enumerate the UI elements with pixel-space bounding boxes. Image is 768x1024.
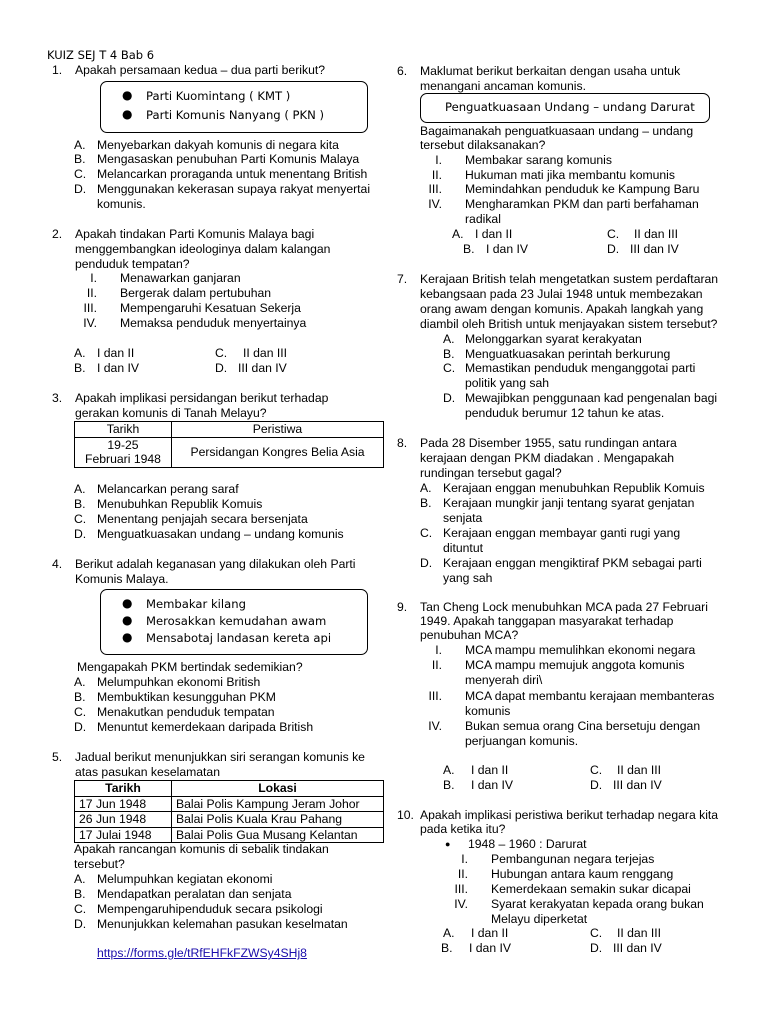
option-letter: C. xyxy=(607,227,620,241)
question-5-prompt: Apakah rancangan komunis di sebalik tindakan xyxy=(74,842,329,856)
option-text: II dan III xyxy=(617,763,662,777)
option-d-continued: komunis. xyxy=(97,197,146,211)
option-letter: C. xyxy=(74,902,87,916)
roman-numeral: II. xyxy=(86,286,97,300)
option-letter: A. xyxy=(74,675,86,689)
box-item: Parti Kuomintang ( KMT ) xyxy=(146,89,291,103)
option-letter: B. xyxy=(74,690,86,704)
question-number: 8. xyxy=(397,436,408,450)
option-letter: D. xyxy=(590,778,603,792)
option-letter: A. xyxy=(74,138,86,152)
statement-text: MCA dapat membantu kerajaan membanteras xyxy=(465,689,715,703)
roman-numeral: III. xyxy=(454,882,468,896)
option-letter: D. xyxy=(74,720,87,734)
option-letter: A. xyxy=(74,346,86,360)
option-letter: B. xyxy=(74,497,86,511)
option-letter: A. xyxy=(443,332,455,346)
table-cell: 17 Julai 1948 xyxy=(75,827,172,843)
statement-text-continued: perjuangan komunis. xyxy=(465,734,579,748)
emergency-law-box xyxy=(420,93,710,123)
question-5-prompt: tersebut? xyxy=(74,857,125,871)
question-text: Kerajaan British telah mengetatkan sustem perdaftaran xyxy=(420,272,719,286)
roman-numeral: I. xyxy=(90,271,97,285)
option-text: Mengasaskan penubuhan Parti Komunis Malaya xyxy=(97,152,360,166)
option-letter: A. xyxy=(443,763,455,777)
table-header: Tarikh xyxy=(75,781,172,797)
option-letter: C. xyxy=(74,512,87,526)
option-letter: D. xyxy=(607,242,620,256)
roman-numeral: III. xyxy=(83,301,97,315)
question-number: 7. xyxy=(397,272,408,286)
date-line: Februari 1948 xyxy=(85,452,161,467)
option-letter: D. xyxy=(74,917,87,931)
statement-text: Hukuman mati jika membantu komunis xyxy=(465,168,675,182)
question-number: 4. xyxy=(52,557,63,571)
option-text: Menyebarkan dakyah komunis di negara kita xyxy=(97,138,339,152)
option-letter: D. xyxy=(443,391,456,405)
option-letter: D. xyxy=(74,182,87,196)
statement-text: Bukan semua orang Cina bersetuju dengan xyxy=(465,719,701,733)
question-text: penduduk tempatan? xyxy=(75,257,190,271)
option-text: Mewajibkan penggunaan kad pengenalan bagi xyxy=(465,391,718,405)
option-text: I dan IV xyxy=(471,778,514,792)
option-text: Menuntut kemerdekaan daripada British xyxy=(97,720,314,734)
table-cell: 26 Jun 1948 xyxy=(75,812,172,828)
statement-text: Mempengaruhi Kesatuan Sekerja xyxy=(120,301,301,315)
option-text: I dan IV xyxy=(486,242,529,256)
option-letter: C. xyxy=(215,346,228,360)
option-text: Membuktikan kesungguhan PKM xyxy=(97,690,276,704)
option-text: III dan IV xyxy=(238,361,287,375)
roman-numeral: II. xyxy=(457,867,468,881)
statement-text-continued: menyerah diri\ xyxy=(465,673,543,687)
question-text: menggembangkan ideologinya dalam kalangan xyxy=(75,242,331,256)
question-number: 1. xyxy=(52,63,63,77)
option-text: Menggunakan kekerasan supaya rakyat menyertai xyxy=(97,182,371,196)
question-text: menangani ancaman komunis. xyxy=(420,79,586,93)
option-text: Menubuhkan Republik Komuis xyxy=(97,497,263,511)
question-text: Apakah implikasi peristiwa berikut terhadap negara kita xyxy=(420,808,719,822)
option-letter: C. xyxy=(443,361,456,375)
roman-numeral: IV. xyxy=(428,197,442,211)
option-text-continued: senjata xyxy=(443,511,483,525)
option-text: Menguatkuasakan undang – undang komunis xyxy=(97,527,344,541)
statement-text: MCA mampu memujuk anggota komunis xyxy=(465,658,685,672)
option-text: Menguatkuasakan perintah berkurung xyxy=(465,347,671,361)
option-letter: B. xyxy=(463,242,475,256)
option-text: I dan IV xyxy=(469,941,512,955)
question-text: Apakah persamaan kedua – dua parti berikut? xyxy=(75,63,326,77)
option-letter: B. xyxy=(74,152,86,166)
option-letter: A. xyxy=(420,481,432,495)
option-letter: D. xyxy=(420,556,433,570)
table-header: Peristiwa xyxy=(172,422,384,438)
option-text: II dan III xyxy=(634,227,679,241)
table-cell-date xyxy=(75,437,172,467)
question-number: 9. xyxy=(397,600,408,614)
question-text: Apakah tindakan Parti Komunis Malaya bagi xyxy=(75,227,315,241)
option-text: Menentang penjajah secara bersenjata xyxy=(97,512,308,526)
quiz-form-link[interactable]: https://forms.gle/tRfEHFkFZWSy4SHj8 xyxy=(97,946,307,960)
roman-numeral: II. xyxy=(431,168,442,182)
option-letter: B. xyxy=(441,941,453,955)
date-line: 19-25 xyxy=(107,437,139,452)
parties-box xyxy=(100,81,368,133)
table-row xyxy=(75,812,384,828)
option-letter: C. xyxy=(590,763,603,777)
quiz-title: KUIZ SEJ T 4 Bab 6 xyxy=(47,48,155,62)
option-letter: C. xyxy=(420,526,433,540)
option-letter: B. xyxy=(443,347,455,361)
bullet-icon: ● xyxy=(122,630,133,644)
question-text: Pada 28 Disember 1955, satu rundingan antara xyxy=(420,436,677,450)
option-letter: C. xyxy=(74,705,87,719)
option-text: Mendapatkan peralatan dan senjata xyxy=(97,887,292,901)
question-text: Jadual berikut menunjukkan siri serangan komunis ke xyxy=(75,750,365,764)
option-letter: B. xyxy=(420,496,432,510)
statement-text: MCA mampu memulihkan ekonomi negara xyxy=(465,643,696,657)
option-letter: A. xyxy=(74,872,86,886)
bullet-icon: ● xyxy=(445,839,451,849)
option-text-continued: yang sah xyxy=(443,571,493,585)
question-number: 3. xyxy=(52,391,63,405)
statement-text-continued: radikal xyxy=(465,212,501,226)
option-letter: B. xyxy=(74,887,86,901)
table-cell: Balai Polis Gua Musang Kelantan xyxy=(172,827,384,843)
statement-text: Pembangunan negara terjejas xyxy=(491,852,655,866)
question-text: kebangsaan pada 23 Julai 1948 untuk membezakan xyxy=(420,287,703,301)
statement-text-continued: Melayu diperketat xyxy=(491,912,588,926)
table-cell: 17 Jun 1948 xyxy=(75,796,172,812)
question-text: Berikut adalah keganasan yang dilakukan oleh Parti xyxy=(75,557,356,571)
option-letter: A. xyxy=(452,227,464,241)
box-item: Parti Komunis Nanyang ( PKN ) xyxy=(146,108,325,122)
option-text: II dan III xyxy=(243,346,288,360)
option-text: III dan IV xyxy=(613,778,662,792)
question-4-prompt: Mengapakah PKM bertindak sedemikian? xyxy=(77,660,303,674)
roman-numeral: I. xyxy=(461,852,468,866)
roman-numeral: I. xyxy=(435,153,442,167)
question-text: Maklumat berikut berkaitan dengan usaha untuk xyxy=(420,64,681,78)
question-text: kerajaan dengan PKM diadakan . Mengapakah xyxy=(420,451,675,465)
box-item: Mensabotaj landasan kereta api xyxy=(146,631,332,645)
table-header: Tarikh xyxy=(75,422,172,438)
option-text: Menakutkan penduduk tempatan xyxy=(97,705,275,719)
option-text: III dan IV xyxy=(613,941,662,955)
option-letter: B. xyxy=(443,778,455,792)
statement-text: Kemerdekaan semakin sukar dicapai xyxy=(491,882,691,896)
option-text: I dan II xyxy=(475,227,513,241)
question-text: Komunis Malaya. xyxy=(75,572,169,586)
table-cell: Balai Polis Kampung Jeram Johor xyxy=(172,796,384,812)
violence-box xyxy=(100,589,368,655)
question-text: orang awam dengan komunis. Apakah langkah yang xyxy=(420,302,704,316)
statement-text: Membakar sarang komunis xyxy=(465,153,612,167)
option-text: Memastikan penduduk menganggotai parti xyxy=(465,361,696,375)
option-letter: D. xyxy=(590,941,603,955)
option-letter: A. xyxy=(443,926,455,940)
statement-text: Menawarkan ganjaran xyxy=(120,271,241,285)
statement-text: Mengharamkan PKM dan parti berfahaman xyxy=(465,197,699,211)
option-text: I dan II xyxy=(471,926,509,940)
option-text: Melumpuhkan ekonomi British xyxy=(97,675,261,689)
question-text: rundingan tersebut gagal? xyxy=(420,466,562,480)
option-text: Melancarkan proraganda untuk menentang British xyxy=(97,167,368,181)
option-text: I dan IV xyxy=(97,361,140,375)
roman-numeral: I. xyxy=(435,643,442,657)
option-text: I dan II xyxy=(471,763,509,777)
statement-text: Memindahkan penduduk ke Kampung Baru xyxy=(465,182,700,196)
statement-text: Hubungan antara kaum renggang xyxy=(491,867,674,881)
question-6-prompt: tersebut dilaksanakan? xyxy=(420,138,546,152)
option-text: Kerajaan enggan mengiktiraf PKM sebagai parti xyxy=(443,556,702,570)
bullet-icon: ● xyxy=(122,596,133,610)
option-text: Melancarkan perang saraf xyxy=(97,482,239,496)
table-cell-event: Persidangan Kongres Belia Asia xyxy=(172,437,384,467)
roman-numeral: IV. xyxy=(83,316,97,330)
question-text: atas pasukan keselamatan xyxy=(75,765,220,779)
bullet-icon: ● xyxy=(122,107,133,121)
question-text: gerakan komunis di Tanah Melayu? xyxy=(75,406,267,420)
option-text: Menunjukkan kelemahan pasukan keselmatan xyxy=(97,917,348,931)
statement-text: Bergerak dalam pertubuhan xyxy=(120,286,272,300)
table-cell: Balai Polis Kuala Krau Pahang xyxy=(172,812,384,828)
event-text: 1948 – 1960 : Darurat xyxy=(468,837,587,851)
bullet-icon: ● xyxy=(122,88,133,102)
event-table xyxy=(74,421,384,468)
option-text: III dan IV xyxy=(630,242,679,256)
option-letter: B. xyxy=(74,361,86,375)
option-letter: C. xyxy=(590,926,603,940)
option-text: II dan III xyxy=(617,926,662,940)
option-letter: A. xyxy=(74,482,86,496)
question-number: 5. xyxy=(52,750,63,764)
box-item: Penguatkuasaan Undang – undang Darurat xyxy=(445,100,695,114)
option-text-continued: penduduk berumur 12 tahun ke atas. xyxy=(465,406,665,420)
question-text: Apakah implikasi persidangan berikut terhadap xyxy=(75,391,329,405)
bullet-icon: ● xyxy=(122,613,133,627)
option-text-continued: politik yang sah xyxy=(465,376,550,390)
option-text: Kerajaan mungkir janji tentang syarat genjatan xyxy=(443,496,695,510)
option-text-continued: dituntut xyxy=(443,541,483,555)
option-letter: D. xyxy=(215,361,228,375)
statement-text: Memaksa penduduk menyertainya xyxy=(120,316,307,330)
question-text: pada ketika itu? xyxy=(420,822,506,836)
roman-numeral: III. xyxy=(428,689,442,703)
question-text: diambil oleh British untuk menjayakan sistem tersebut? xyxy=(420,317,718,331)
roman-numeral: IV. xyxy=(428,719,442,733)
question-number: 10. xyxy=(397,808,414,822)
option-text: Kerajaan enggan membayar ganti rugi yang xyxy=(443,526,681,540)
question-text: penubuhan MCA? xyxy=(420,628,519,642)
option-text: Mempengaruhipenduduk secara psikologi xyxy=(97,902,323,916)
roman-numeral: II. xyxy=(431,658,442,672)
table-row xyxy=(75,796,384,812)
option-text: Kerajaan enggan menubuhkan Republik Komuis xyxy=(443,481,705,495)
question-text: 1949. Apakah tanggapan masyarakat terhadap xyxy=(420,614,674,628)
question-number: 2. xyxy=(52,227,63,241)
question-text: Tan Cheng Lock menubuhkan MCA pada 27 Februari xyxy=(420,600,708,614)
statement-text: Syarat kerakyatan kepada orang bukan xyxy=(491,897,704,911)
statement-text-continued: komunis xyxy=(465,704,511,718)
option-text: I dan II xyxy=(97,346,135,360)
attack-table xyxy=(74,780,384,843)
question-number: 6. xyxy=(397,64,408,78)
option-letter: D. xyxy=(74,527,87,541)
option-letter: C. xyxy=(74,167,87,181)
option-text: Melumpuhkan kegiatan ekonomi xyxy=(97,872,273,886)
question-6-prompt: Bagaimanakah penguatkuasaan undang – undang xyxy=(420,124,694,138)
roman-numeral: III. xyxy=(428,182,442,196)
roman-numeral: IV. xyxy=(454,897,468,911)
option-text: Melonggarkan syarat kerakyatan xyxy=(465,332,642,346)
box-item: Merosakkan kemudahan awam xyxy=(146,614,327,628)
table-row xyxy=(75,827,384,843)
table-header: Lokasi xyxy=(172,781,384,797)
box-item: Membakar kilang xyxy=(146,597,246,611)
